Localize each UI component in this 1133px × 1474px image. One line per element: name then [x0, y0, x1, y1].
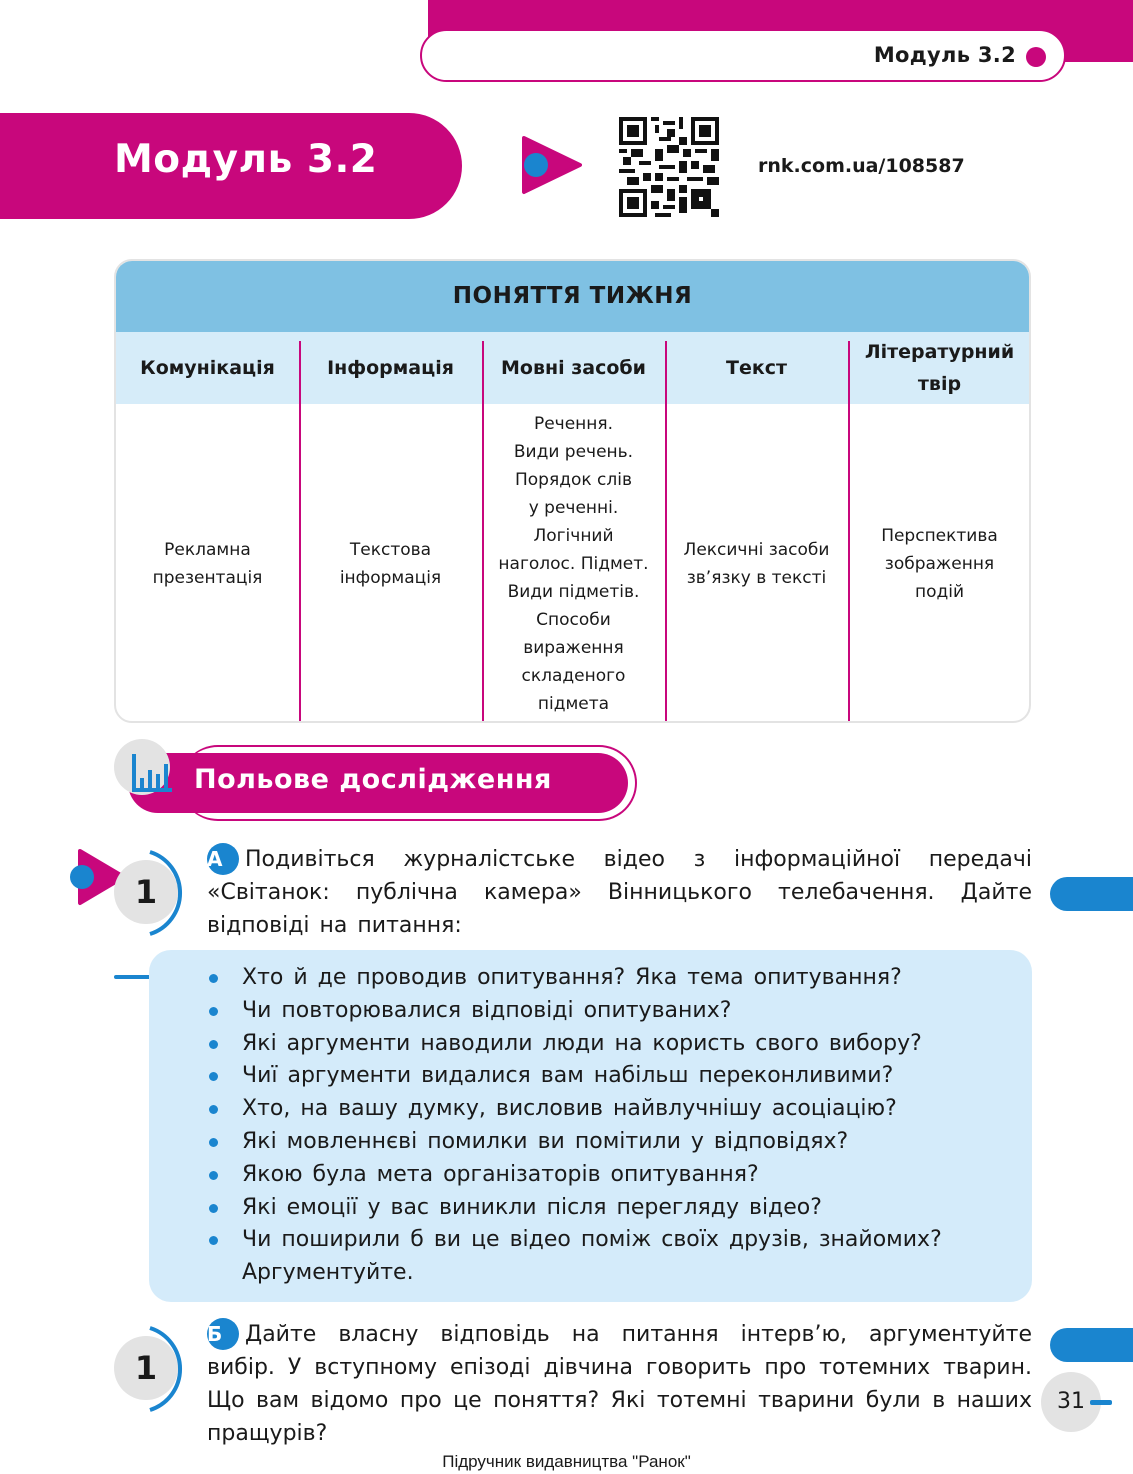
task-b-badge: Б — [207, 1318, 239, 1350]
section-title: Польове дослідження — [194, 764, 552, 795]
task-number: 1 — [114, 860, 178, 924]
table-header-cell: Інформація — [327, 357, 454, 379]
qr-code-icon[interactable] — [619, 117, 719, 217]
table-cell: Перспектива зображення подій — [881, 525, 998, 602]
column-divider — [665, 341, 667, 723]
table-header-cell: Комунікація — [140, 357, 275, 379]
play-icon[interactable] — [520, 134, 582, 196]
list-item: Які емоції у вас виникли після перегляду відео? — [207, 1192, 1017, 1225]
list-item: Якою була мета організаторів опитування? — [207, 1159, 1017, 1192]
table-header-row — [116, 332, 1029, 404]
header-module-label: Модуль 3.2 — [873, 43, 1016, 67]
table-cell: Текстова інформація — [339, 539, 442, 588]
header-dot-icon — [1026, 47, 1046, 67]
header-module-pill — [420, 29, 1066, 82]
section-banner — [128, 753, 628, 813]
column-divider — [482, 341, 484, 723]
table-cell: Лексичні засоби зв’язку в тексті — [683, 539, 830, 588]
list-item: Які аргументи наводили люди на користь свого вибору? — [207, 1028, 1017, 1061]
task-a-instructions: Подивіться журналістське відео з інформаційної передачі «Світанок: публічна камера» Вінницького телебачення. Дайте відповіді на питання: — [207, 847, 1032, 938]
list-item: Які мовленнєві помилки ви помітили у відповідях? — [207, 1126, 1017, 1159]
task-a-badge: А — [207, 843, 239, 875]
module-url[interactable]: rnk.com.ua/108587 — [758, 155, 965, 177]
list-item: Чиї аргументи видалися вам набільш переконливими? — [207, 1060, 1017, 1093]
table-cell: Рекламна презентація — [152, 539, 263, 588]
page-number: 31 — [1041, 1372, 1101, 1432]
side-tab — [1050, 877, 1133, 911]
bar-chart-icon — [130, 752, 174, 796]
list-item: Хто, на вашу думку, висловив найвлучнішу асоціацію? — [207, 1093, 1017, 1126]
task-bracket-icon — [145, 848, 197, 938]
question-box — [149, 950, 1032, 1302]
list-item: Чи повторювалися відповіді опитуваних? — [207, 995, 1017, 1028]
table-title: ПОНЯТТЯ ТИЖНЯ — [116, 261, 1029, 332]
side-tab — [1050, 1328, 1133, 1362]
list-item: Чи поширили б ви це відео поміж своїх друзів, знайомих? Аргументуйте. — [207, 1224, 1017, 1290]
concepts-table — [114, 259, 1031, 723]
question-list — [207, 962, 1017, 1290]
table-header-cell: Текст — [725, 357, 788, 379]
task-b-text — [207, 1318, 1032, 1450]
task-b-instructions: Дайте власну відповідь на питання інтерв’ю, аргументуйте вибір. У вступному епізоді дівчина говорить про тотемних тварин. Що вам відомо про це поняття? Які тотемні тварини були в наших пращурів? — [207, 1322, 1032, 1446]
page-dash — [1090, 1400, 1112, 1405]
module-banner — [0, 113, 462, 219]
column-divider — [299, 341, 301, 723]
task-bracket-icon — [145, 1324, 197, 1414]
table-header-cell: Літературний твір — [864, 341, 1015, 395]
table-cell: Речення. Види речень. Порядок слів у реченні. Логічний наголос. Підмет. Види підметів. Способи вираження складеного підмета — [498, 413, 649, 714]
task-a-text — [207, 843, 1032, 942]
task-number: 1 — [114, 1336, 178, 1400]
list-item: Хто й де проводив опитування? Яка тема опитування? — [207, 962, 1017, 995]
column-divider — [848, 341, 850, 723]
table-header-cell: Мовні засоби — [501, 357, 646, 379]
footer-text: Підручник видавництва "Ранок" — [442, 1452, 691, 1471]
module-title: Модуль 3.2 — [114, 137, 378, 182]
